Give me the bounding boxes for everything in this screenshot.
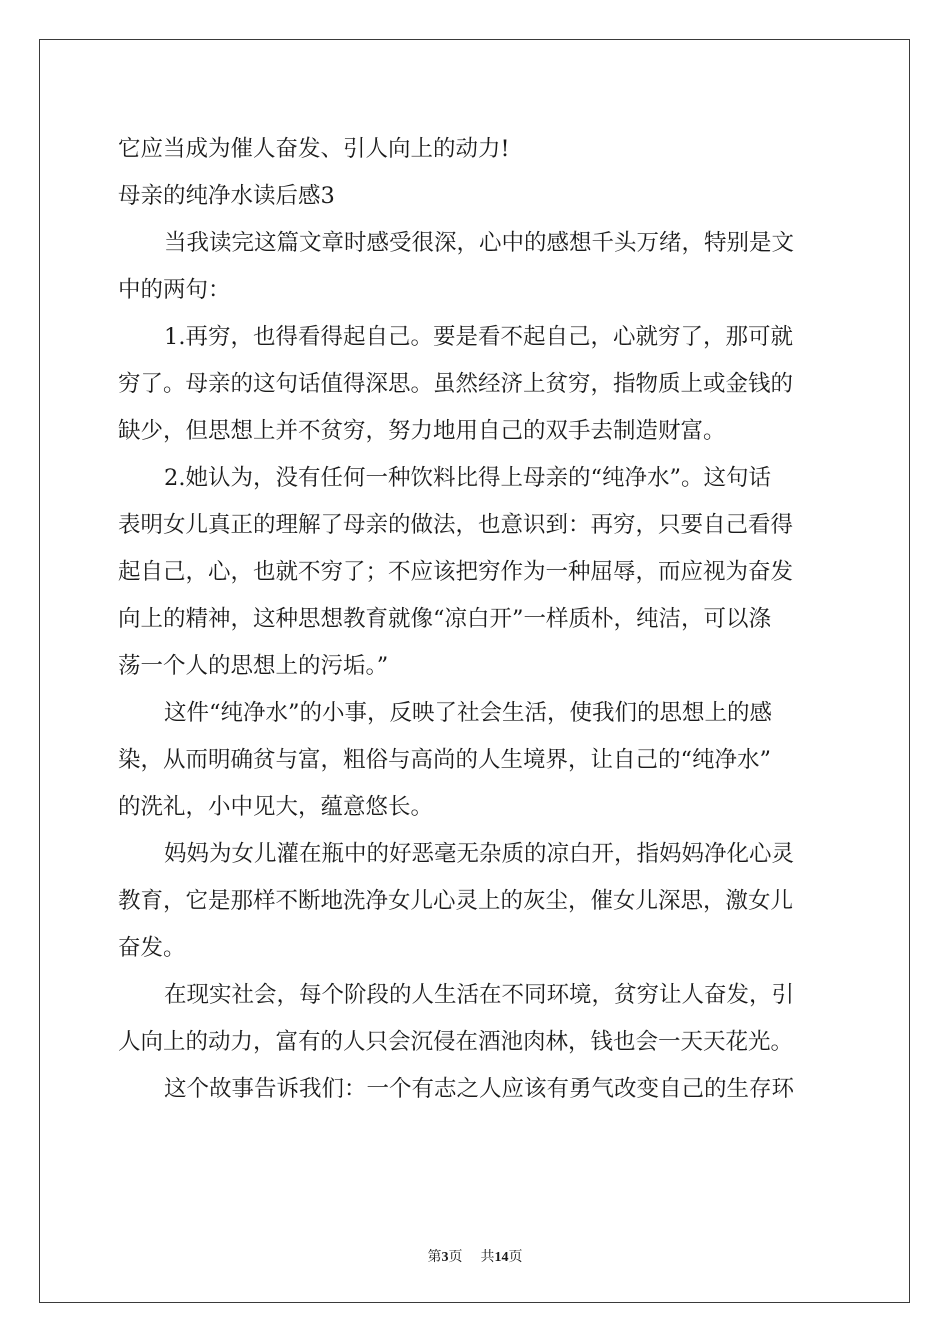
text-line: 染，从而明确贫与富，粗俗与高尚的人生境界，让自己的“纯净水”	[118, 747, 772, 773]
text-line: 缺少，但思想上并不贫穷，努力地用自己的双手去制造财富。	[118, 418, 726, 444]
text-line: 中的两句：	[118, 277, 231, 303]
text-line: 奋发。	[118, 935, 186, 961]
page-prefix: 第	[427, 1250, 442, 1265]
text-line: 母亲的纯净水读后感3	[118, 183, 335, 209]
text-line: 穷了。母亲的这句话值得深思。虽然经济上贫穷，指物质上或金钱的	[118, 371, 794, 397]
total-prefix: 共	[480, 1250, 495, 1265]
text-line: 当我读完这篇文章时感受很深，心中的感想千头万绪，特别是文	[164, 230, 795, 256]
page-footer	[0, 1246, 950, 1266]
page-number: 3	[441, 1250, 449, 1265]
text-line: 妈妈为女儿灌在瓶中的好恶毫无杂质的凉白开，指妈妈净化心灵	[164, 841, 795, 867]
document-body	[118, 126, 840, 1113]
text-line: 这个故事告诉我们：一个有志之人应该有勇气改变自己的生存环	[164, 1076, 795, 1102]
text-line: 教育，它是那样不断地洗净女儿心灵上的灰尘，催女儿深思，激女儿	[118, 888, 794, 914]
text-line: 在现实社会，每个阶段的人生活在不同环境，贫穷让人奋发，引	[164, 982, 795, 1008]
text-line: 人向上的动力，富有的人只会沉侵在酒池肉林，钱也会一天天花光。	[118, 1029, 794, 1055]
total-pages: 14	[494, 1250, 509, 1265]
text-line: 1.再穷，也得看得起自己。要是看不起自己，心就穷了，那可就	[164, 324, 793, 350]
text-line: 它应当成为催人奋发、引人向上的动力!	[118, 136, 510, 162]
page-suffix: 页	[448, 1250, 463, 1265]
text-line: 的洗礼，小中见大，蕴意悠长。	[118, 794, 434, 820]
total-suffix: 页	[508, 1250, 523, 1265]
text-line: 这件“纯净水”的小事，反映了社会生活，使我们的思想上的感	[164, 700, 773, 726]
text-line: 2.她认为，没有任何一种饮料比得上母亲的“纯净水”。这句话	[164, 465, 771, 491]
text-line: 荡一个人的思想上的污垢。”	[118, 653, 389, 679]
text-line: 起自己，心，也就不穷了；不应该把穷作为一种屈辱，而应视为奋发	[118, 559, 794, 585]
text-line: 表明女儿真正的理解了母亲的做法，也意识到：再穷，只要自己看得	[118, 512, 794, 538]
text-line: 向上的精神，这种思想教育就像“凉白开”一样质朴，纯洁，可以涤	[118, 606, 772, 632]
